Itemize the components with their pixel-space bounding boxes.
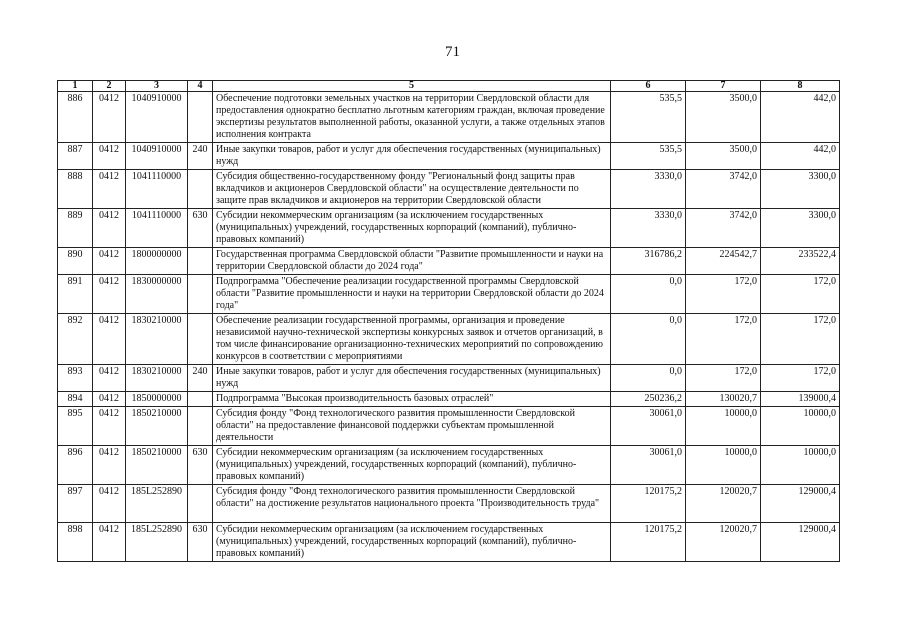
section-code-cell: 0412	[93, 446, 126, 485]
amount-col8-cell: 442,0	[761, 143, 840, 170]
amount-col7-cell: 3500,0	[686, 143, 761, 170]
section-code-cell: 0412	[93, 143, 126, 170]
target-article-cell: 1850000000	[126, 392, 188, 407]
description-cell: Подпрограмма "Обеспечение реализации государственной программы Свердловской области "Развитие промышленности и науки на территории Свердловской области до 2024 года"	[213, 275, 611, 314]
target-article-cell: 1040910000	[126, 143, 188, 170]
amount-col7-cell: 172,0	[686, 314, 761, 365]
table-row	[58, 275, 840, 314]
amount-col6-cell: 30061,0	[611, 446, 686, 485]
target-article-cell: 1850210000	[126, 407, 188, 446]
expense-type-cell	[188, 314, 213, 365]
amount-col7-cell: 10000,0	[686, 446, 761, 485]
description-cell: Подпрограмма "Высокая производительность базовых отраслей"	[213, 392, 611, 407]
expense-type-cell: 630	[188, 209, 213, 248]
row-number-cell: 893	[58, 365, 93, 392]
amount-col7-cell: 10000,0	[686, 407, 761, 446]
amount-col6-cell: 535,5	[611, 143, 686, 170]
amount-col6-cell: 120175,2	[611, 523, 686, 562]
header-row	[58, 81, 840, 92]
row-number-cell: 891	[58, 275, 93, 314]
table-body	[58, 92, 840, 562]
section-code-cell: 0412	[93, 275, 126, 314]
table-row	[58, 407, 840, 446]
table-row	[58, 392, 840, 407]
expense-type-cell	[188, 485, 213, 523]
section-code-cell: 0412	[93, 92, 126, 143]
column-header: 3	[126, 81, 188, 92]
target-article-cell: 1041110000	[126, 209, 188, 248]
table-row	[58, 485, 840, 523]
row-number-cell: 890	[58, 248, 93, 275]
target-article-cell: 1040910000	[126, 92, 188, 143]
target-article-cell: 1800000000	[126, 248, 188, 275]
amount-col6-cell: 316786,2	[611, 248, 686, 275]
amount-col8-cell: 10000,0	[761, 407, 840, 446]
expense-type-cell: 240	[188, 143, 213, 170]
column-header: 8	[761, 81, 840, 92]
section-code-cell: 0412	[93, 523, 126, 562]
amount-col8-cell: 172,0	[761, 365, 840, 392]
amount-col7-cell: 120020,7	[686, 485, 761, 523]
amount-col7-cell: 3742,0	[686, 209, 761, 248]
amount-col7-cell: 172,0	[686, 275, 761, 314]
amount-col8-cell: 10000,0	[761, 446, 840, 485]
description-cell: Субсидии некоммерческим организациям (за исключением государственных (муниципальных) учреждений, государственных корпораций (компаний), публично-правовых компаний)	[213, 446, 611, 485]
table-row	[58, 248, 840, 275]
section-code-cell: 0412	[93, 248, 126, 275]
row-number-cell: 894	[58, 392, 93, 407]
amount-col6-cell: 3330,0	[611, 209, 686, 248]
section-code-cell: 0412	[93, 314, 126, 365]
page-number: 71	[445, 44, 460, 60]
amount-col8-cell: 442,0	[761, 92, 840, 143]
amount-col8-cell: 3300,0	[761, 170, 840, 209]
column-header: 5	[213, 81, 611, 92]
target-article-cell: 185L252890	[126, 523, 188, 562]
amount-col7-cell: 130020,7	[686, 392, 761, 407]
column-header: 6	[611, 81, 686, 92]
amount-col6-cell: 0,0	[611, 314, 686, 365]
description-cell: Иные закупки товаров, работ и услуг для обеспечения государственных (муниципальных) нужд	[213, 143, 611, 170]
table-row	[58, 314, 840, 365]
column-header: 1	[58, 81, 93, 92]
target-article-cell: 1830000000	[126, 275, 188, 314]
description-cell: Иные закупки товаров, работ и услуг для обеспечения государственных (муниципальных) нужд	[213, 365, 611, 392]
row-number-cell: 895	[58, 407, 93, 446]
description-cell: Субсидии некоммерческим организациям (за исключением государственных (муниципальных) учреждений, государственных корпораций (компаний), публично-правовых компаний)	[213, 523, 611, 562]
amount-col7-cell: 3500,0	[686, 92, 761, 143]
amount-col7-cell: 120020,7	[686, 523, 761, 562]
section-code-cell: 0412	[93, 209, 126, 248]
amount-col8-cell: 139000,4	[761, 392, 840, 407]
amount-col8-cell: 129000,4	[761, 523, 840, 562]
table-row	[58, 143, 840, 170]
section-code-cell: 0412	[93, 485, 126, 523]
description-cell: Обеспечение подготовки земельных участков на территории Свердловской области для предоставления однократно бесплатно льготным категориям граждан, включая проведение экспертизы результатов выполненной работы, оказанной услуги, а также отдельных этапов исполнения контракта	[213, 92, 611, 143]
amount-col7-cell: 3742,0	[686, 170, 761, 209]
section-code-cell: 0412	[93, 170, 126, 209]
row-number-cell: 889	[58, 209, 93, 248]
table-row	[58, 209, 840, 248]
expense-type-cell	[188, 392, 213, 407]
row-number-cell: 897	[58, 485, 93, 523]
amount-col6-cell: 30061,0	[611, 407, 686, 446]
row-number-cell: 887	[58, 143, 93, 170]
column-header: 2	[93, 81, 126, 92]
table-row	[58, 446, 840, 485]
expense-type-cell	[188, 275, 213, 314]
amount-col6-cell: 0,0	[611, 275, 686, 314]
target-article-cell: 1041110000	[126, 170, 188, 209]
expense-type-cell	[188, 248, 213, 275]
amount-col6-cell: 0,0	[611, 365, 686, 392]
section-code-cell: 0412	[93, 365, 126, 392]
amount-col7-cell: 172,0	[686, 365, 761, 392]
amount-col8-cell: 3300,0	[761, 209, 840, 248]
column-header: 7	[686, 81, 761, 92]
row-number-cell: 896	[58, 446, 93, 485]
table-row	[58, 170, 840, 209]
amount-col6-cell: 250236,2	[611, 392, 686, 407]
target-article-cell: 1830210000	[126, 365, 188, 392]
description-cell: Субсидия фонду "Фонд технологического развития промышленности Свердловской области" на достижение результатов национального проекта "Производительность труда"	[213, 485, 611, 523]
amount-col6-cell: 120175,2	[611, 485, 686, 523]
row-number-cell: 892	[58, 314, 93, 365]
description-cell: Субсидия общественно-государственному фонду "Региональный фонд защиты прав вкладчиков и акционеров Свердловской области" на осуществление деятельности по защите прав вкладчиков и акционеров на территории Свердловской области	[213, 170, 611, 209]
description-cell: Субсидии некоммерческим организациям (за исключением государственных (муниципальных) учреждений, государственных корпораций (компаний), публично-правовых компаний)	[213, 209, 611, 248]
target-article-cell: 185L252890	[126, 485, 188, 523]
description-cell: Государственная программа Свердловской области "Развитие промышленности и науки на территории Свердловской области до 2024 года"	[213, 248, 611, 275]
table-row	[58, 523, 840, 562]
description-cell: Субсидия фонду "Фонд технологического развития промышленности Свердловской области" на предоставление финансовой поддержки субъектам промышленной деятельности	[213, 407, 611, 446]
expense-type-cell	[188, 407, 213, 446]
target-article-cell: 1830210000	[126, 314, 188, 365]
amount-col6-cell: 3330,0	[611, 170, 686, 209]
amount-col8-cell: 129000,4	[761, 485, 840, 523]
section-code-cell: 0412	[93, 407, 126, 446]
expense-type-cell: 630	[188, 446, 213, 485]
row-number-cell: 886	[58, 92, 93, 143]
expense-type-cell	[188, 170, 213, 209]
amount-col8-cell: 172,0	[761, 314, 840, 365]
amount-col8-cell: 172,0	[761, 275, 840, 314]
amount-col6-cell: 535,5	[611, 92, 686, 143]
row-number-cell: 888	[58, 170, 93, 209]
section-code-cell: 0412	[93, 392, 126, 407]
description-cell: Обеспечение реализации государственной программы, организация и проведение независимой научно-технической экспертизы конкурсных заявок и отчетов организаций, в том числе финансирование организационно-технических мероприятий по сопровождению конкурсов в соответствии с мероприятиями	[213, 314, 611, 365]
target-article-cell: 1850210000	[126, 446, 188, 485]
table-row	[58, 92, 840, 143]
expense-type-cell: 630	[188, 523, 213, 562]
amount-col8-cell: 233522,4	[761, 248, 840, 275]
expense-type-cell	[188, 92, 213, 143]
expense-type-cell: 240	[188, 365, 213, 392]
amount-col7-cell: 224542,7	[686, 248, 761, 275]
column-header: 4	[188, 81, 213, 92]
table-row	[58, 365, 840, 392]
row-number-cell: 898	[58, 523, 93, 562]
budget-table	[57, 80, 840, 562]
